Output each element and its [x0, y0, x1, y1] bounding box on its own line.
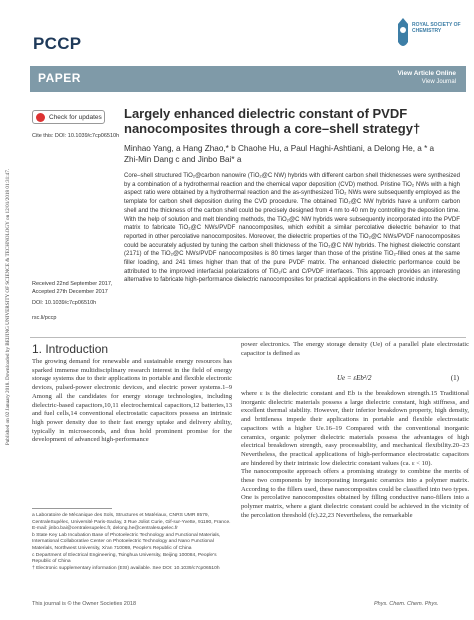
body-column-right: where ε is the dielectric constant and Eb is the breakdown strength.15 Traditional inorganic dielectric materials possess a large dielectric constant, high stiffness, and excellent thermal stability. However, their inferior breakdown property, high density, and brittleness impede their applications in portable and flexible electrostatic capacitors with a higher Ue.16–19 Compared with the conventional inorganic ceramics, organic polymer dielectric materials possess the advantages of high electrical breakdown strength, easy processability, and mechanical flexibility.20–23 Nevertheless, the practical applications of high-performance electrostatic capacitors are hindered by their intrinsic low dielectric constant values (ca. ε < 10). The nanocomposite approach offers a promising strategy to combine the merits of these two components by incorporating inorganic ceramics into a polymer matrix. According to the fillers used, these nanocomposites could be classified into two types. One is percolative nanocomposites obtained by filling conductive nano-fillers into a polymer matrix, where a giant dielectric constant could be achieved in the vicinity of the percolation threshold (fc).22,23 Nevertheless, the remarkable [241, 390, 469, 519]
body-column-right-top: power electronics. The energy storage density (Ue) of a parallel plate electrostatic capacitor is defined as [241, 341, 469, 357]
section-divider [30, 337, 466, 338]
view-journal-link[interactable]: View Journal [421, 79, 456, 85]
article-type: PAPER [38, 71, 81, 85]
logo-text: ROYAL SOCIETY OF CHEMISTRY [412, 22, 461, 34]
affiliation-footnotes: a Laboratoire de Mécanique des Sols, Structures et Matériaux, CNRS UMR 8579, CentraleSupélec, Université Paris-Saclay, 3 Rue Joliot Curie, Gif-sur-Yvette, 91190, France. E-mail: jinbo.bai@centralesupelec.fr, delong.he@centralesupelec.fr b State Key Lab Incubation Base of Photoelectric Technology and Functional Materials, International Collaborative Center on Photoelectric Technology and Nano Functional Materials, Northwest University, Xi'an 710069, People's Republic of China c Department of Electrical Engineering, Tsinghua University, Beijing 100084, People's Republic of China † Electronic supplementary information (ESI) available. See DOI: 10.1039/c7cp06510h [32, 513, 231, 571]
rsc-crest-icon [396, 16, 410, 56]
article-type-banner [30, 66, 466, 92]
equation-1: Ue = εEb²/2 (1) [337, 374, 459, 382]
section-heading: 1. Introduction [32, 342, 109, 356]
footer-copyright: This journal is © the Owner Societies 2018 [32, 601, 137, 607]
article-title: Largely enhanced dielectric constant of PVDF nanocomposites through a core–shell strategy† [124, 106, 421, 136]
article-dates: Received 22nd September 2017, Accepted 27th December 2017 DOI: 10.1039/c7cp06510h [32, 281, 113, 306]
check-updates-label: Check for updates [49, 113, 102, 121]
journal-link[interactable]: rsc.li/pccp [32, 315, 57, 321]
cite-doi: Cite this: DOI: 10.1039/c7cp06510h [32, 133, 120, 139]
author-list: Minhao Yang, a Hang Zhao,* b Chaohe Hu, a Paul Haghi-Ashtiani, a Delong He, a * a Zhi-Min Dang c and Jinbo Bai* a [124, 144, 435, 164]
footnote-rule [32, 508, 112, 509]
view-article-online-link[interactable]: View Article Online [397, 70, 456, 77]
body-column-left: The growing demand for renewable and sustainable energy resources has sparked immense multidisciplinary research interest in the field of energy storage systems due to their applications in portable and flexible electronic devices, pulsed-power electronic devices, and electric power systems.1–9 Among all the candidates for energy storage technologies, including dielectric-based capacitors,10,11 electrochemical capacitors,12 batteries,13 and fuel cells,14 conventional electrostatic capacitors possess an intrinsic high power density due to their fast energy uptake and delivery ability, typically in microseconds, and thus hold prominent promise for the development of advanced high-performance [32, 358, 232, 444]
check-updates-button[interactable] [32, 110, 105, 124]
updates-icon [36, 113, 45, 122]
download-watermark: Published on 02 January 2018. Downloaded by BEIJING UNIVERSITY OF SCIENCE & TECHNOLOGY on 12/01/2018 01:31:47. [5, 168, 11, 446]
footer-journal: Phys. Chem. Chem. Phys. [374, 601, 439, 607]
journal-name: PCCP [33, 34, 82, 53]
abstract: Core–shell structured TiO₂@carbon nanowire (TiO₂@C NW) hybrids with different carbon shell thicknesses were synthesized by a combination of a hydrothermal reaction and the chemical vapor deposition (CVD) method. Pristine TiO₂ NWs with a high aspect ratio were obtained by a hydrothermal reaction and the as-synthesized TiO₂ NWs were subsequently employed as the template for carbon shell deposition during the CVD procedure. The obtained TiO₂@C NW hybrids have a uniform carbon shell and the thickness of the carbon shell could be precisely designed from 4 nm to 40 nm by controlling the deposition time. With the help of solution and melt blending methods, the TiO₂@C NW hybrids were subsequently incorporated into the PVDF matrix to fabricate TiO₂@C NWs/PVDF nanocomposites, which exhibit a similar percolative dielectric behavior to that reported in other percolative nanocomposites. Moreover, the dielectric properties of the TiO₂@C NWs/PVDF nanocomposites could be accurately adjusted by tuning the carbon shell thickness of the TiO₂@C NW hybrids. The highest dielectric constant (2171) of the TiO₂@C NWs/PVDF nanocomposites is 80 times larger than those of the pristine TiO₂-filled ones at the same filler loading, and 241 times higher than that of the pure PVDF matrix. The enhanced dielectric performance could be attributed to the improved interfacial polarizations of TiO₂/C and C/PVDF interfaces. This approach provides an interesting alternative to fabricate high-performance dielectric nanocomposites for practical applications in the electronic industry. [124, 173, 460, 284]
rsc-logo [396, 16, 466, 64]
